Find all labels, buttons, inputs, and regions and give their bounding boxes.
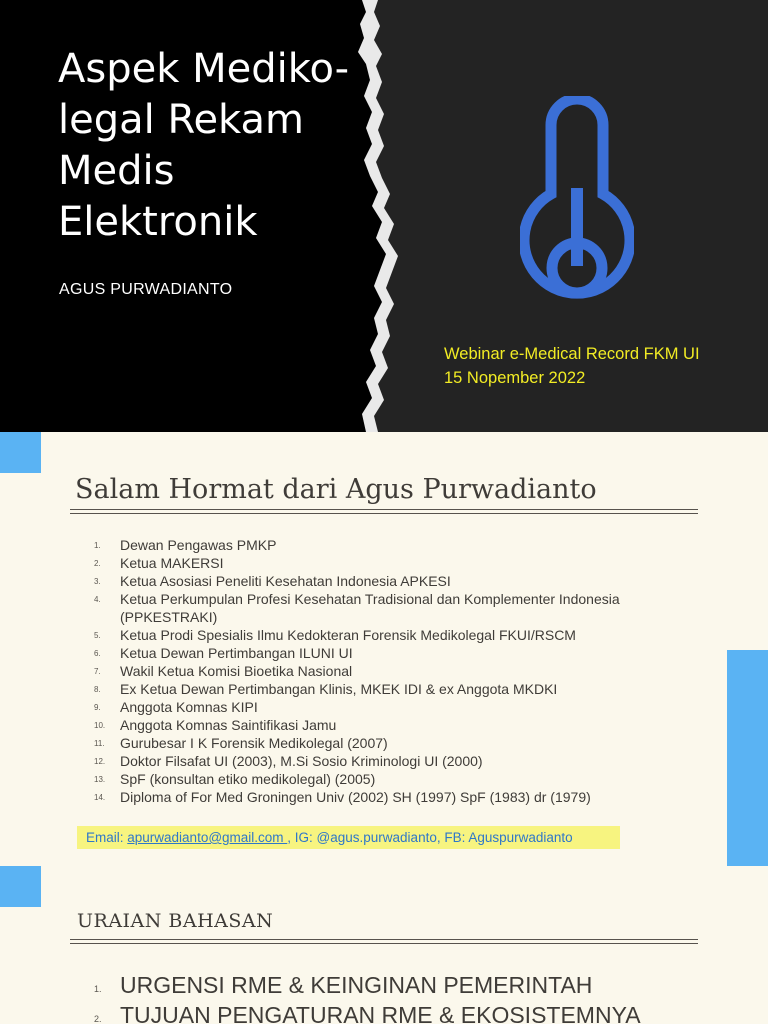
- topics-list: [88, 970, 728, 1024]
- list-number: 2.: [94, 559, 101, 568]
- profile-slide: [0, 432, 768, 1024]
- list-number: 10.: [94, 721, 106, 730]
- social-handles: , IG: @agus.purwadianto, FB: Aguspurwadianto: [287, 830, 573, 845]
- list-item: [88, 752, 688, 770]
- email-link[interactable]: apurwadianto@gmail.com: [127, 830, 288, 845]
- thermometer-icon: [520, 96, 634, 336]
- list-item: [88, 788, 688, 806]
- list-item: [88, 970, 728, 1000]
- topics-divider: [70, 939, 698, 940]
- list-item: [88, 716, 688, 734]
- webinar-date: 15 Nopember 2022: [444, 369, 586, 387]
- author-name: AGUS PURWADIANTO: [59, 281, 233, 298]
- list-item: [88, 626, 688, 644]
- presentation-title: Aspek Mediko-legal Rekam Medis Elektronik: [58, 46, 350, 245]
- list-number: 13.: [94, 775, 106, 784]
- list-item: [88, 662, 688, 680]
- list-text: URGENSI RME & KEINGINAN PEMERINTAH: [120, 972, 593, 998]
- webinar-info: [444, 342, 700, 390]
- list-text: Ketua Prodi Spesialis Ilmu Kedokteran Forensik Medikolegal FKUI/RSCM: [120, 627, 576, 643]
- title-slide: [0, 0, 768, 432]
- list-number: 14.: [94, 793, 106, 802]
- list-text: Gurubesar I K Forensik Medikolegal (2007): [120, 735, 388, 751]
- list-text: Anggota Komnas KIPI: [120, 699, 258, 715]
- topics-heading: URAIAN BAHASAN: [77, 910, 274, 932]
- contact-info: [77, 826, 620, 849]
- list-text: Diploma of For Med Groningen Univ (2002) SH (1997) SpF (1983) dr (1979): [120, 789, 591, 805]
- list-number: 2.: [94, 1014, 102, 1024]
- list-number: 12.: [94, 757, 106, 766]
- heading-divider: [70, 509, 698, 510]
- list-item: [88, 734, 688, 752]
- list-text: Ketua Dewan Pertimbangan ILUNI UI: [120, 645, 353, 661]
- list-number: 1.: [94, 984, 102, 994]
- list-text: Doktor Filsafat UI (2003), M.Si Sosio Kriminologi UI (2000): [120, 753, 483, 769]
- accent-bar-right: [727, 650, 768, 866]
- list-text: Anggota Komnas Saintifikasi Jamu: [120, 717, 337, 733]
- list-number: 1.: [94, 541, 101, 550]
- list-item: [88, 770, 688, 788]
- list-number: 4.: [94, 595, 101, 604]
- list-text: Dewan Pengawas PMKP: [120, 537, 277, 553]
- greeting-heading: Salam Hormat dari Agus Purwadianto: [75, 474, 597, 505]
- list-text: Ex Ketua Dewan Pertimbangan Klinis, MKEK IDI & ex Anggota MKDKI: [120, 681, 558, 697]
- list-item: [88, 1000, 728, 1024]
- list-text: TUJUAN PENGATURAN RME & EKOSISTEMNYA: [120, 1002, 641, 1024]
- webinar-name: Webinar e-Medical Record FKM UI: [444, 345, 700, 363]
- topics-divider: [70, 943, 698, 944]
- list-number: 7.: [94, 667, 101, 676]
- list-text: Ketua Perkumpulan Profesi Kesehatan Tradisional dan Komplementer Indonesia (PPKESTRAKI): [120, 591, 620, 625]
- list-text: Ketua MAKERSI: [120, 555, 224, 571]
- list-item: [88, 536, 688, 554]
- list-item: [88, 698, 688, 716]
- list-number: 6.: [94, 649, 101, 658]
- list-number: 11.: [94, 739, 105, 748]
- list-item: [88, 644, 688, 662]
- list-item: [88, 554, 688, 572]
- list-number: 9.: [94, 703, 101, 712]
- list-number: 5.: [94, 631, 101, 640]
- list-item: [88, 572, 688, 590]
- list-item: [88, 590, 688, 626]
- accent-bar-bottom-left: [0, 866, 41, 907]
- email-label: Email:: [86, 830, 128, 845]
- list-item: [88, 680, 688, 698]
- list-text: Wakil Ketua Komisi Bioetika Nasional: [120, 663, 353, 679]
- credentials-list: [88, 536, 688, 806]
- list-number: 3.: [94, 577, 101, 586]
- accent-bar-top-left: [0, 432, 41, 473]
- heading-divider: [70, 513, 698, 514]
- list-text: Ketua Asosiasi Peneliti Kesehatan Indonesia APKESI: [120, 573, 451, 589]
- list-number: 8.: [94, 685, 101, 694]
- list-text: SpF (konsultan etiko medikolegal) (2005): [120, 771, 376, 787]
